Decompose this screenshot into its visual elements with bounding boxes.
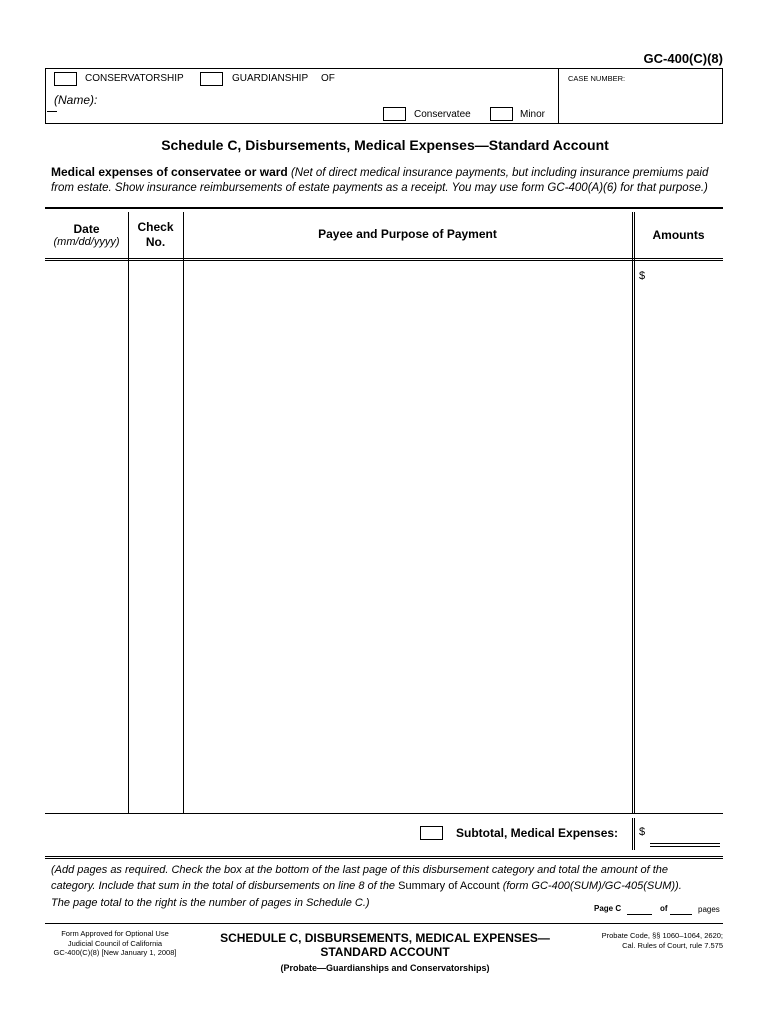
subtotal-dollar-sign: $ [639, 826, 646, 838]
name-tick [47, 111, 57, 112]
bottom-title-line1: SCHEDULE C, DISBURSEMENTS, MEDICAL EXPENSES— [220, 931, 550, 945]
form-id: GC-400(C)(8) [643, 51, 723, 66]
form-approval-line3: GC-400(C)(8) [New January 1, 2008] [53, 948, 177, 957]
subtotal-field[interactable] [650, 826, 718, 840]
form-approval-line1: Form Approved for Optional Use [61, 929, 169, 938]
bottom-title-line2: STANDARD ACCOUNT [320, 945, 450, 959]
subtotal-underline-2 [650, 846, 720, 847]
total-pages-field[interactable] [670, 903, 692, 915]
footer-note-line3: The page total to the right is the number of pages in Schedule C.) [51, 897, 370, 909]
subtotal-underline [650, 843, 720, 844]
guardianship-label: GUARDIANSHIP [232, 73, 309, 84]
legal-references [543, 931, 723, 950]
subtotal-bottom-rule-2 [45, 858, 723, 859]
page-number-field[interactable] [627, 903, 652, 915]
conservatee-label: Conservatee [414, 109, 471, 120]
conservatee-checkbox[interactable] [383, 107, 406, 121]
col-amounts-header: Amounts [652, 228, 705, 242]
col-check-header-no: No. [145, 235, 166, 249]
col-payee-header: Payee and Purpose of Payment [318, 227, 497, 241]
instructions-text: (Net of direct medical insurance payments, but including insurance premiums paid from estate. Show insurance reimbursements of estate payments as a receipt. You may use form GC-400(A)(6) for that purpose.) [51, 167, 709, 194]
col-check-header: Check [137, 220, 174, 234]
footer-note-line2-c: (form GC-400(SUM)/GC-405(SUM)). [502, 880, 682, 892]
guardianship-checkbox[interactable] [200, 72, 223, 86]
page-title: Schedule C, Disbursements, Medical Expenses—Standard Account [161, 137, 609, 153]
amount-dollar-sign: $ [639, 270, 646, 282]
table-top-rule [45, 207, 723, 209]
minor-checkbox[interactable] [490, 107, 513, 121]
footer-note-line2 [51, 880, 682, 892]
conservatorship-checkbox[interactable] [54, 72, 77, 86]
bottom-subtitle: (Probate—Guardianships and Conservatorships) [280, 963, 490, 973]
table-body[interactable] [45, 262, 723, 812]
col-date-header: Date [73, 222, 100, 236]
last-page-checkbox[interactable] [420, 826, 443, 840]
pages-label: pages [698, 905, 720, 914]
col-date-format: (mm/dd/yyyy) [53, 236, 120, 248]
footer-note-line2-a: category. Include that sum in the total of disbursements on line 8 of the [51, 880, 396, 892]
of-pages-label: of [660, 904, 668, 913]
legal-ref-line2: Cal. Rules of Court, rule 7.575 [622, 940, 723, 950]
case-number-field[interactable] [568, 90, 716, 106]
footer-rule [45, 923, 723, 924]
name-field[interactable] [100, 93, 370, 107]
header-bottom-rule-2 [45, 260, 723, 261]
name-label: (Name): [54, 93, 98, 107]
subtotal-bottom-rule [45, 856, 723, 857]
case-number-label: CASE NUMBER: [568, 74, 626, 83]
footer-note-line2-b: Summary of Account [398, 880, 500, 892]
minor-label: Minor [520, 109, 546, 120]
form-approval-info [40, 929, 190, 958]
form-approval-line2: Judicial Council of California [67, 938, 163, 948]
footer-note-line1: (Add pages as required. Check the box at the bottom of the last page of this disbursement category and total the amount of the [51, 864, 668, 876]
instructions-heading: Medical expenses of conservatee or ward [51, 165, 288, 179]
header-bottom-rule [45, 258, 723, 259]
legal-ref-line1: Probate Code, §§ 1060–1064, 2620; [601, 931, 723, 940]
subtotal-label: Subtotal, Medical Expenses: [456, 826, 619, 840]
instructions [51, 165, 721, 196]
subtotal-divider [632, 818, 633, 850]
conservatorship-label: CONSERVATORSHIP [85, 73, 184, 84]
of-label: OF [321, 73, 335, 84]
table-bottom-rule [45, 813, 723, 814]
subtotal-divider-2 [634, 818, 635, 850]
page-label: Page C [594, 904, 622, 913]
